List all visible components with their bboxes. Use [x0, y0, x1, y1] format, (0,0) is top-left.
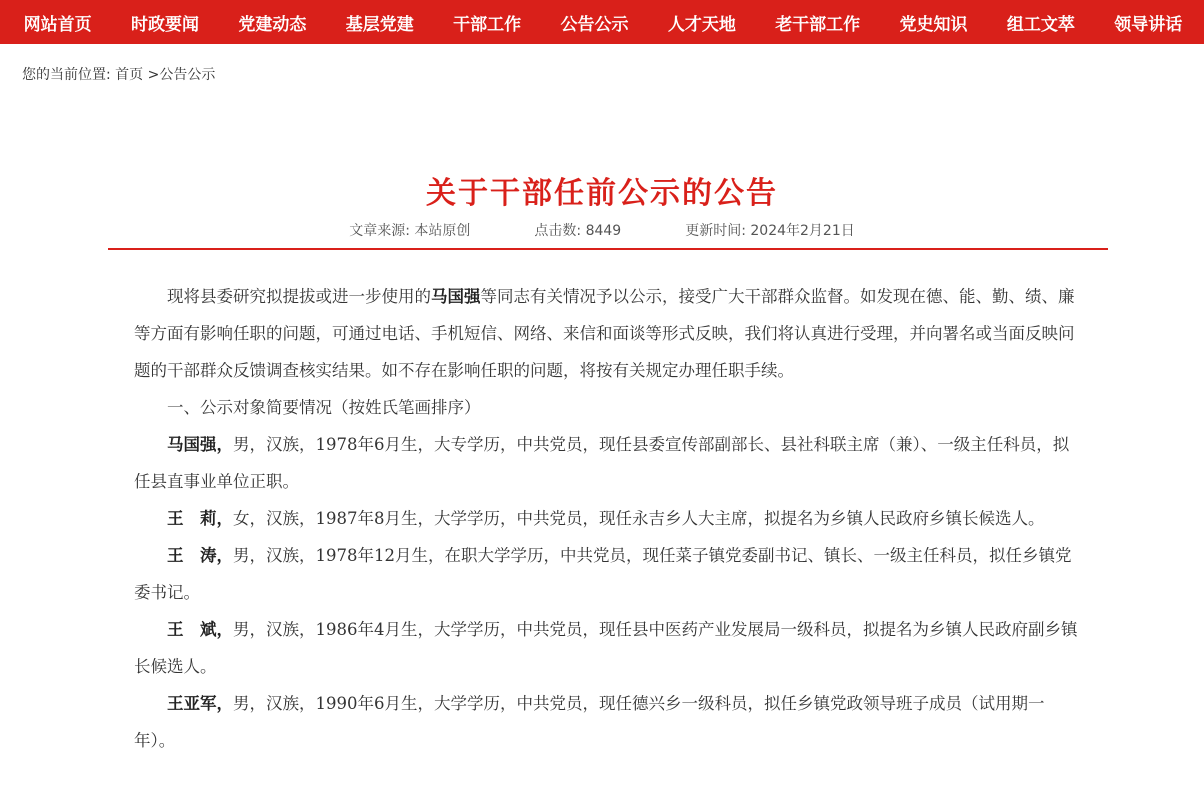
person-name: 王 涛， — [167, 546, 233, 565]
nav-item-announcements[interactable]: 公告公示 — [560, 14, 629, 35]
title-divider — [108, 248, 1108, 250]
breadcrumb-current-link[interactable]: 公告公示 — [159, 67, 216, 83]
nav-item-veteran-cadre[interactable]: 老干部工作 — [775, 14, 861, 35]
person-name: 马国强， — [167, 435, 233, 454]
nav-item-grassroots[interactable]: 基层党建 — [345, 14, 414, 35]
person-name: 王 斌， — [167, 620, 233, 639]
person-description: 男，汉族，1990年6月生，大学学历，中共党员，现任德兴乡一级科员，拟任乡镇党政领导班子成员（试用期一年）。 — [134, 694, 1045, 750]
article-source: 文章来源: 本站原创 — [349, 223, 471, 239]
person-description: 男，汉族，1978年6月生，大专学历，中共党员，现任县委宣传部副部长、县社科联主席（兼）、一级主任科员，拟任县直事业单位正职。 — [134, 435, 1070, 491]
intro-name: 马国强 — [431, 287, 481, 306]
article-meta — [0, 220, 1204, 240]
page-title: 关于干部任前公示的公告 — [426, 176, 778, 211]
intro-text-post: 等同志有关情况予以公示，接受广大干部群众监督。如发现在德、能、勤、绩、廉等方面有影响任职的问题，可通过电话、手机短信、网络、来信和面谈等形式反映，我们将认真进行受理，并向署名或当面反映问题的干部群众反馈调查核实结果。如不存在影响任职的问题，将按有关规定办理任职手续。 — [134, 287, 1075, 380]
nav-item-home[interactable]: 网站首页 — [23, 14, 92, 35]
person-name: 王亚军， — [167, 694, 233, 713]
person-entry — [134, 500, 1084, 537]
intro-paragraph — [134, 278, 1084, 389]
person-description: 男，汉族，1978年12月生，在职大学学历，中共党员，现任菜子镇党委副书记、镇长、一级主任科员，拟任乡镇党委书记。 — [134, 546, 1072, 602]
section-heading: 一、公示对象简要情况（按姓氏笔画排序） — [167, 398, 481, 417]
top-navigation — [0, 0, 1204, 44]
person-entry — [134, 426, 1084, 500]
breadcrumb-separator: > — [143, 67, 160, 83]
nav-item-articles[interactable]: 组工文萃 — [1006, 14, 1075, 35]
article-click-count: 点击数: 8449 — [534, 223, 622, 239]
nav-item-leader-speeches[interactable]: 领导讲话 — [1114, 14, 1183, 35]
article-update-time: 更新时间: 2024年2月21日 — [685, 223, 855, 239]
breadcrumb — [0, 44, 1204, 100]
article-header — [0, 100, 1204, 250]
article-body — [134, 278, 1084, 759]
intro-text-pre: 现将县委研究拟提拔或进一步使用的 — [167, 287, 431, 306]
person-description: 男，汉族，1986年4月生，大学学历，中共党员，现任县中医药产业发展局一级科员，拟提名为乡镇人民政府副乡镇长候选人。 — [134, 620, 1078, 676]
nav-item-party-history[interactable]: 党史知识 — [899, 14, 968, 35]
breadcrumb-prefix: 您的当前位置: — [22, 67, 111, 83]
person-entry — [134, 685, 1084, 759]
nav-item-politics-news[interactable]: 时政要闻 — [131, 14, 200, 35]
person-name: 王 莉， — [167, 509, 233, 528]
person-entry — [134, 537, 1084, 611]
nav-item-cadre-work[interactable]: 干部工作 — [453, 14, 522, 35]
nav-item-party-news[interactable]: 党建动态 — [238, 14, 307, 35]
breadcrumb-home-link[interactable]: 首页 — [115, 67, 144, 83]
nav-item-talent[interactable]: 人才天地 — [667, 14, 736, 35]
person-entry — [134, 611, 1084, 685]
person-description: 女，汉族，1987年8月生，大学学历，中共党员，现任永吉乡人大主席，拟提名为乡镇人民政府乡镇长候选人。 — [233, 509, 1045, 528]
